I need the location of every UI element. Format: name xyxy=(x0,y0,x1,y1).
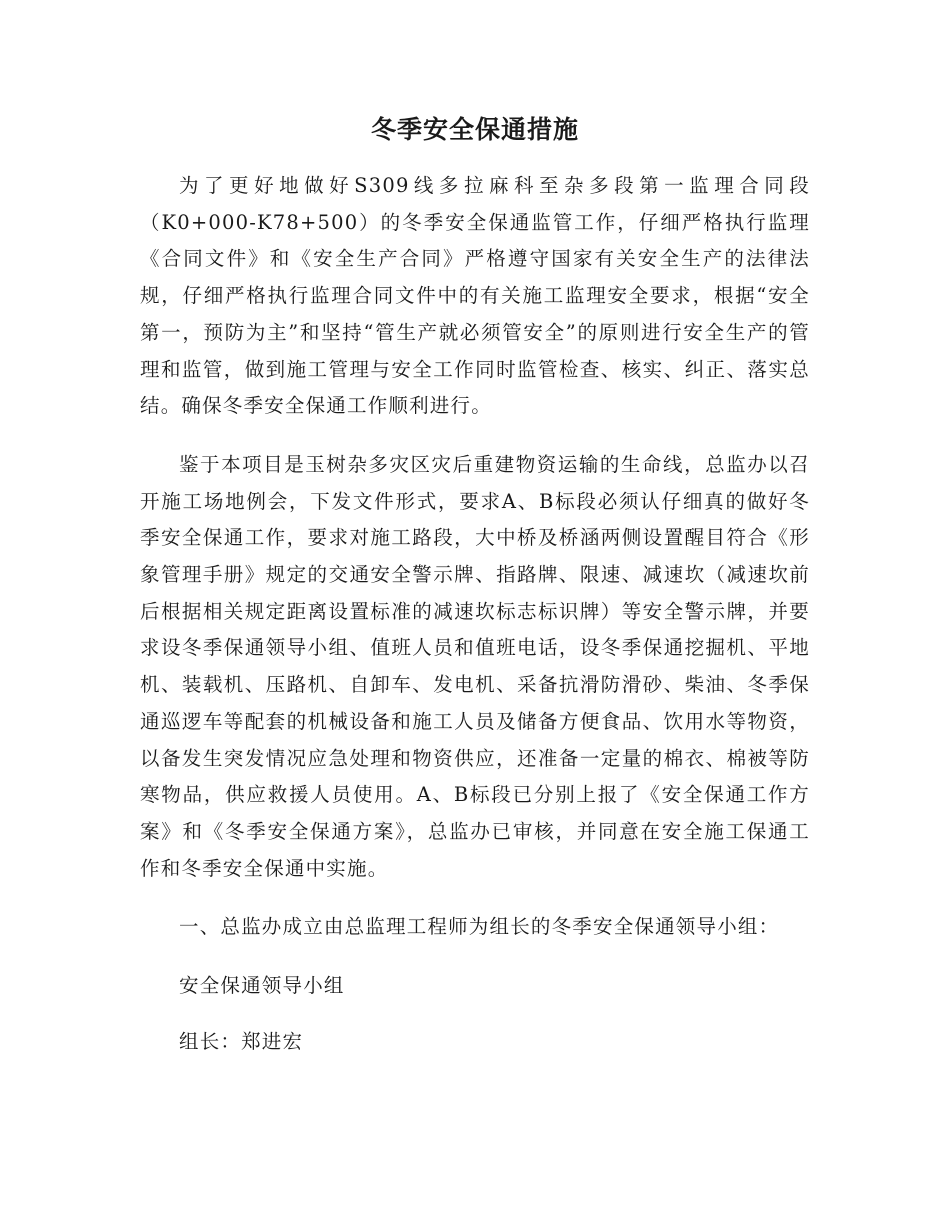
paragraph-intro: 为了更好地做好S309线多拉麻科至杂多段第一监理合同段（K0+000-K78+500）的冬季安全保通监管工作，仔细严格执行监理《合同文件》和《安全生产合同》严格遵守国家有关安全生产的法律法规，仔细严格执行监理合同文件中的有关施工监理安全要求，根据“安全第一，预防为主”和坚持“管生产就必须管安全”的原则进行安全生产的管理和监管，做到施工管理与安全工作同时监管检查、核实、纠正、落实总结。确保冬季安全保通工作顺利进行。 xyxy=(140,174,810,418)
paragraph-section-one: 一、总监办成立由总监理工程师为组长的冬季安全保通领导小组： xyxy=(179,915,780,939)
document-page xyxy=(140,110,810,1079)
leader-line: 组长：郑进宏 xyxy=(179,1029,304,1053)
group-heading: 安全保通领导小组 xyxy=(179,974,345,998)
paragraph-measures: 鉴于本项目是玉树杂多灾区灾后重建物资运输的生命线，总监办以召开施工场地例会，下发文件形式，要求A、B标段必须认仔细真的做好冬季安全保通工作，要求对施工路段，大中桥及桥涵两侧设置醒目符合《形象管理手册》规定的交通安全警示牌、指路牌、限速、减速坎（减速坎前后根据相关规定距离设置标准的减速坎标志标识牌）等安全警示牌，并要求设冬季保通领导小组、值班人员和值班电话，设冬季保通挖掘机、平地机、装载机、压路机、自卸车、发电机、采备抗滑防滑砂、柴油、冬季保通巡逻车等配套的机械设备和施工人员及储备方便食品、饮用水等物资，以备发生突发情况应急处理和物资供应，还准备一定量的棉衣、棉被等防寒物品，供应救援人员使用。A、B标段已分别上报了《安全保通工作方案》和《冬季安全保通方案》，总监办已审核，并同意在安全施工保通工作和冬季安全保通中实施。 xyxy=(140,452,810,880)
document-title: 冬季安全保通措施 xyxy=(370,115,579,144)
